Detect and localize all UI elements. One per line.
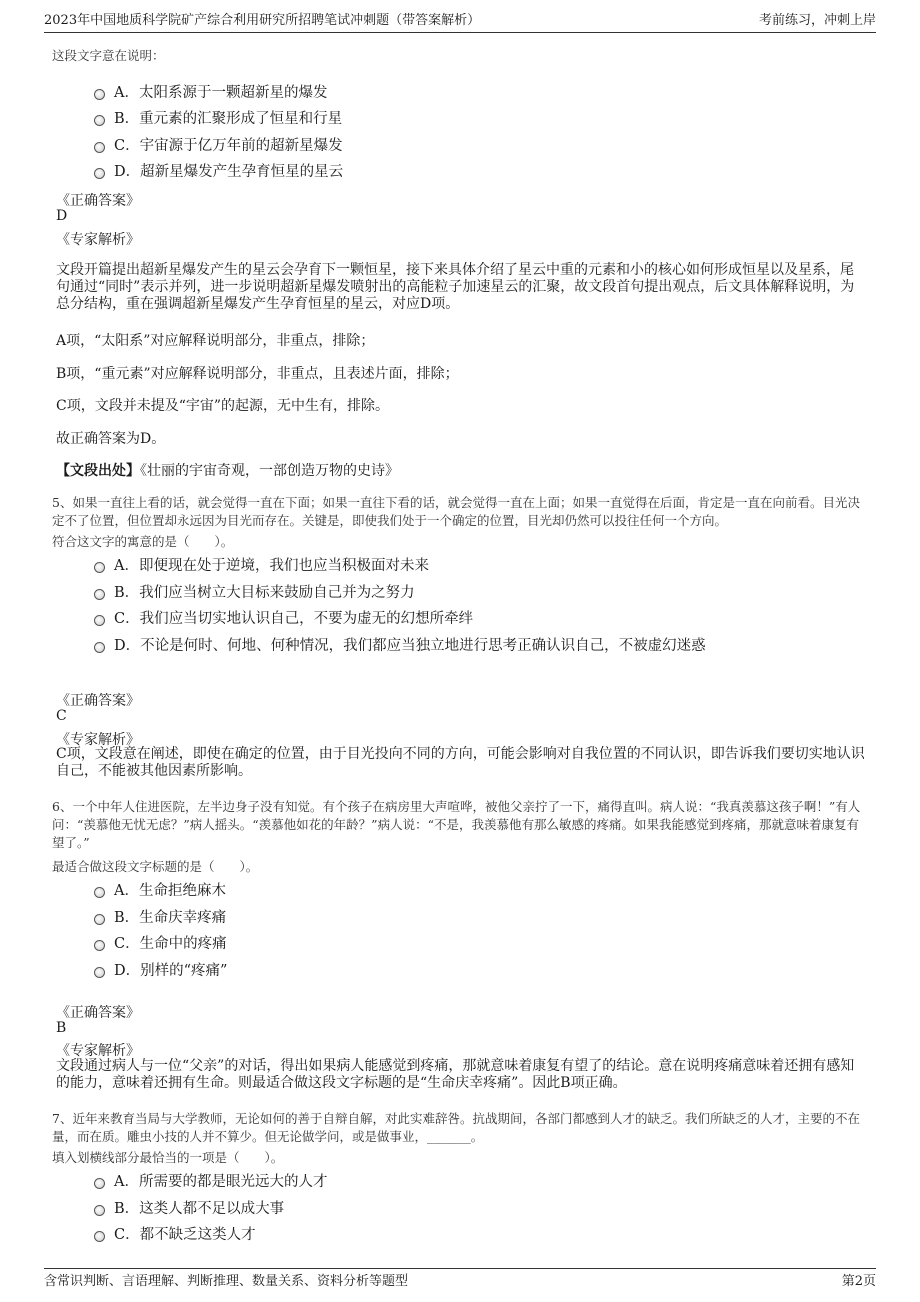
q6-answer-label: 《正确答案》 bbox=[56, 1005, 140, 1021]
q6-option-b-radio[interactable] bbox=[94, 914, 105, 925]
q4-option-b[interactable]: B．重元素的汇聚形成了恒星和行星 bbox=[114, 111, 343, 127]
q7-option-b[interactable]: B．这类人都不足以成大事 bbox=[114, 1201, 285, 1217]
q7-question: 填入划横线部分最恰当的一项是（ ）。 bbox=[52, 1150, 284, 1165]
q6-option-a[interactable]: A．生命拒绝麻木 bbox=[114, 883, 226, 899]
page-footer bbox=[44, 1268, 876, 1293]
q7-option-b-radio[interactable] bbox=[94, 1205, 105, 1216]
q4-stem-tail: 这段文字意在说明： bbox=[52, 48, 165, 63]
q5-question: 符合这文字的寓意的是（ ）。 bbox=[52, 534, 234, 549]
q6-answer: B bbox=[56, 1020, 67, 1036]
q4-option-c-radio[interactable] bbox=[94, 142, 105, 153]
q5-option-b-radio[interactable] bbox=[94, 589, 105, 600]
q4-point-b: B项，“重元素”对应解释说明部分，非重点，且表述片面，排除； bbox=[56, 366, 459, 382]
q6-analysis: 文段通过病人与一位“父亲”的对话，得出如果病人能感觉到疼痛，那就意味着康复有望了的结论。意在说明疼痛意味着还拥有感知的能力，意味着还拥有生命。则最适合做这段文字标题的是“生命庆幸疼痛”。因此B项正确。 bbox=[56, 1058, 855, 1091]
q4-option-d[interactable]: D．超新星爆发产生孕育恒星的星云 bbox=[114, 164, 344, 180]
q4-point-a: A项，“太阳系”对应解释说明部分，非重点，排除； bbox=[56, 333, 375, 349]
q4-analysis: 文段开篇提出超新星爆发产生的星云会孕育下一颗恒星，接下来具体介绍了星云中重的元素和小的核心如何形成恒星以及星系，尾句通过“同时”表示并列，进一步说明超新星爆发喷射出的高能粒子加速星云的汇聚，故文段首句提出观点，后文具体解释说明，为总分结构，重在强调超新星爆发产生孕育恒星的星云，对应D项。 bbox=[56, 262, 855, 312]
q4-answer-label: 《正确答案》 bbox=[56, 193, 140, 209]
q5-option-b[interactable]: B．我们应当树立大目标来鼓励自己并为之努力 bbox=[114, 585, 415, 601]
document-title: 2023年中国地质科学院矿产综合利用研究所招聘笔试冲刺题（带答案解析） bbox=[44, 13, 481, 28]
q5-analysis: C项，文段意在阐述，即使在确定的位置，由于目光投向不同的方向，可能会影响对自我位置的不同认识，即告诉我们要切实地认识自己，不能被其他因素所影响。 bbox=[56, 746, 865, 779]
q4-analysis-label: 《专家解析》 bbox=[56, 232, 140, 248]
q6-option-a-radio[interactable] bbox=[94, 887, 105, 898]
q5-answer-label: 《正确答案》 bbox=[56, 693, 140, 709]
q5-stem: 5、如果一直往上看的话，就会觉得一直在下面；如果一直往下看的话，就会觉得一直在上面；如果一直觉得在后面，肯定是一直在向前看。目光决定不了位置，但位置却永远因为目光而存在。关键是，即使我们处于一个确定的位置，目光却仍然可以投往任何一个方向。 bbox=[52, 495, 860, 528]
q4-option-b-radio[interactable] bbox=[94, 115, 105, 126]
q7-option-c[interactable]: C．都不缺乏这类人才 bbox=[114, 1227, 256, 1243]
q5-analysis-label: 《专家解析》 bbox=[56, 732, 140, 748]
q4-option-a-radio[interactable] bbox=[94, 89, 105, 100]
footer-topics: 含常识判断、言语理解、判断推理、数量关系、资料分析等题型 bbox=[44, 1274, 409, 1289]
q4-point-c: C项，文段并未提及“宇宙”的起源，无中生有，排除。 bbox=[56, 398, 390, 414]
q6-option-d[interactable]: D．别样的“疼痛” bbox=[114, 963, 228, 979]
q6-option-c-radio[interactable] bbox=[94, 940, 105, 951]
q4-option-d-radio[interactable] bbox=[94, 168, 105, 179]
q6-question: 最适合做这段文字标题的是（ ）。 bbox=[52, 859, 259, 874]
q7-option-a[interactable]: A．所需要的都是眼光远大的人才 bbox=[114, 1174, 328, 1190]
q4-source bbox=[56, 460, 399, 480]
q5-option-a[interactable]: A．即便现在处于逆境，我们也应当积极面对未来 bbox=[114, 558, 429, 574]
q4-source-label: 【文段出处】 bbox=[56, 463, 140, 479]
q7-option-a-radio[interactable] bbox=[94, 1178, 105, 1189]
q6-analysis-label: 《专家解析》 bbox=[56, 1043, 140, 1059]
q7-option-c-radio[interactable] bbox=[94, 1231, 105, 1242]
q6-option-c[interactable]: C．生命中的疼痛 bbox=[114, 936, 227, 952]
q5-answer: C bbox=[56, 708, 67, 724]
q5-option-d-radio[interactable] bbox=[94, 642, 105, 653]
header-slogan: 考前练习，冲刺上岸 bbox=[758, 13, 876, 28]
q5-option-a-radio[interactable] bbox=[94, 562, 105, 573]
q4-source-text: 《壮丽的宇宙奇观，一部创造万物的史诗》 bbox=[140, 463, 399, 479]
q6-stem: 6、一个中年人住进医院，左半边身子没有知觉。有个孩子在病房里大声喧哗，被他父亲拧了一下，痛得直叫。病人说：“我真羡慕这孩子啊！”有人问：“羡慕他无忧无虑？”病人摇头。“羡慕他如花的年龄？”病人说：“不是，我羡慕他有那么敏感的疼痛。如果我能感觉到疼痛，那就意味着康复有望了。” bbox=[52, 799, 861, 850]
q5-option-c-radio[interactable] bbox=[94, 615, 105, 626]
q5-option-c[interactable]: C．我们应当切实地认识自己，不要为虚无的幻想所牵绊 bbox=[114, 611, 474, 627]
q4-option-a[interactable]: A．太阳系源于一颗超新星的爆发 bbox=[114, 85, 328, 101]
q7-stem: 7、近年来教育当局与大学教师，无论如何的善于自辩自解，对此实难辞咎。抗战期间，各部门都感到人才的缺乏。我们所缺乏的人才，主要的不在量，而在质。雕虫小技的人并不算少。但无论做学问，或是做事业，_______。 bbox=[52, 1111, 860, 1144]
q5-option-d[interactable]: D．不论是何时、何地、何种情况，我们都应当独立地进行思考正确认识自己，不被虚幻迷惑 bbox=[114, 638, 706, 654]
q6-option-b[interactable]: B．生命庆幸疼痛 bbox=[114, 910, 227, 926]
q4-conclusion: 故正确答案为D。 bbox=[56, 431, 166, 447]
q4-option-c[interactable]: C．宇宙源于亿万年前的超新星爆发 bbox=[114, 138, 343, 154]
q6-option-d-radio[interactable] bbox=[94, 967, 105, 978]
page-number: 第2页 bbox=[841, 1274, 876, 1289]
q4-answer: D bbox=[56, 208, 68, 224]
